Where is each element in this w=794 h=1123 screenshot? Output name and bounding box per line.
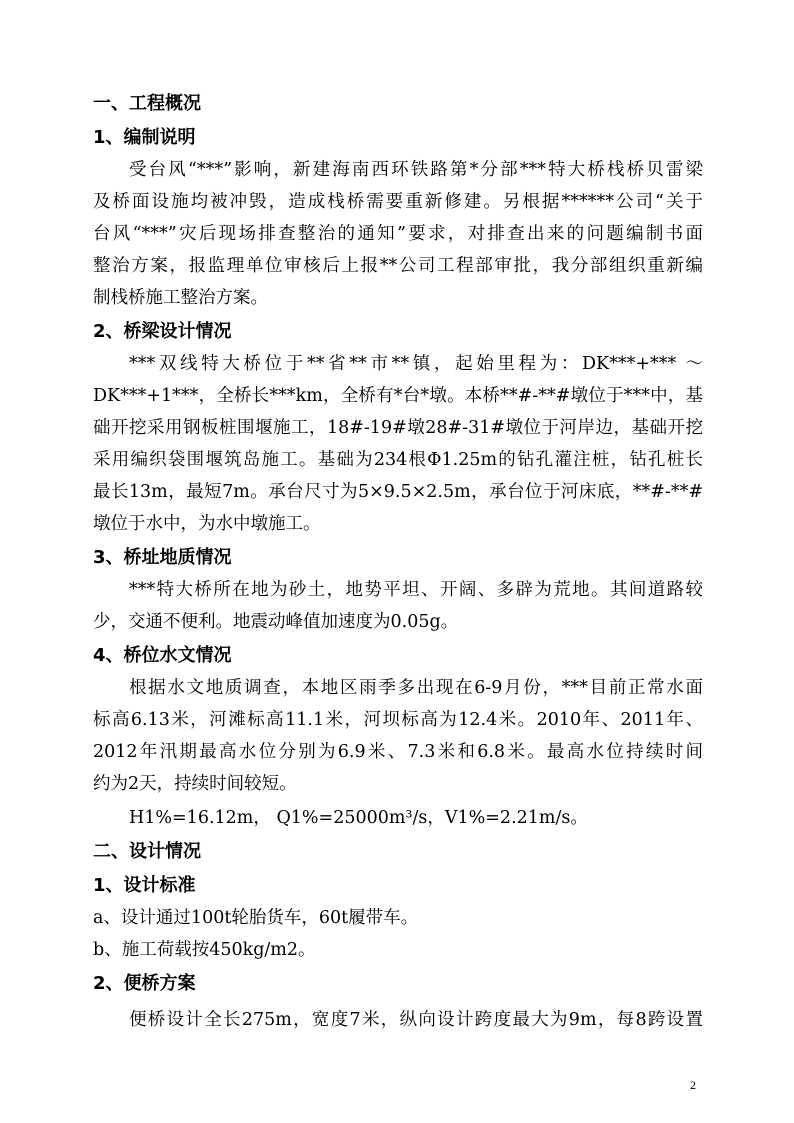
paragraph-line: ***双线特大桥位于**省**市**镇，起始里程为：DK***+*** ～	[129, 354, 703, 374]
subsection-1-1-title: 1、编制说明	[93, 127, 196, 148]
paragraph-line: 最长13m，最短7m。承台尺寸为5×9.5×2.5m，承台位于河床底，**#-**#	[93, 482, 703, 502]
list-item: a、设计通过100t轮胎货车，60t履带车。	[93, 908, 419, 928]
paragraph-line: 受台风“***”影响，新建海南西环铁路第*分部***特大桥栈桥贝雷梁	[129, 160, 703, 180]
paragraph-line: 2012年汛期最高水位分别为6.9米、7.3米和6.8米。最高水位持续时间	[93, 742, 703, 762]
subsection-1-2-title: 2、桥梁设计情况	[93, 321, 232, 342]
paragraph-line: 整治方案，报监理单位审核后上报**公司工程部审批，我分部组织重新编	[93, 256, 703, 276]
list-item: b、施工荷载按450kg/m2。	[93, 940, 316, 960]
paragraph-line: ***特大桥所在地为砂土，地势平坦、开阔、多辟为荒地。其间道路较	[129, 580, 703, 600]
paragraph-line: 根据水文地质调查，本地区雨季多出现在6-9月份，***目前正常水面	[129, 678, 703, 698]
hydrology-formula: H1%=16.12m， Q1%=25000m³/s，V1%=2.21m/s。	[129, 808, 588, 828]
subsection-1-3-title: 3、桥址地质情况	[93, 547, 232, 568]
paragraph-line: 标高6.13米，河滩标高11.1米，河坝标高为12.4米。2010年、2011年、	[93, 710, 703, 730]
paragraph-line: 及桥面设施均被冲毁，造成栈桥需要重新修建。另根据******公司“关于	[93, 192, 703, 212]
section-1-title: 一、工程概况	[93, 93, 201, 114]
paragraph-line: DK***+1***，全桥长***km，全桥有*台*墩。本桥**#-**#墩位于***中，基	[93, 386, 703, 406]
paragraph-line: 少，交通不便利。地震动峰值加速度为0.05g。	[93, 612, 459, 632]
paragraph-line: 墩位于水中，为水中墩施工。	[93, 514, 321, 534]
paragraph-line: 便桥设计全长275m，宽度7米，纵向设计跨度最大为9m，每8跨设置	[129, 1010, 703, 1030]
subsection-2-2-title: 2、便桥方案	[93, 973, 196, 994]
subsection-2-1-title: 1、设计标准	[93, 875, 196, 896]
subsection-1-4-title: 4、桥位水文情况	[93, 645, 232, 666]
paragraph-line: 台风“***”灾后现场排查整治的通知”要求，对排查出来的问题编制书面	[93, 224, 703, 244]
paragraph-line: 础开挖采用钢板桩围堰施工，18#-19#墩28#-31#墩位于河岸边，基础开挖	[93, 418, 703, 438]
section-2-title: 二、设计情况	[93, 841, 201, 862]
paragraph-line: 采用编织袋围堰筑岛施工。基础为234根Φ1.25m的钻孔灌注桩，钻孔桩长	[93, 450, 703, 470]
paragraph-line: 制栈桥施工整治方案。	[93, 288, 268, 308]
page-number: 2	[690, 1078, 696, 1092]
paragraph-line: 约为2天，持续时间较短。	[93, 774, 297, 794]
